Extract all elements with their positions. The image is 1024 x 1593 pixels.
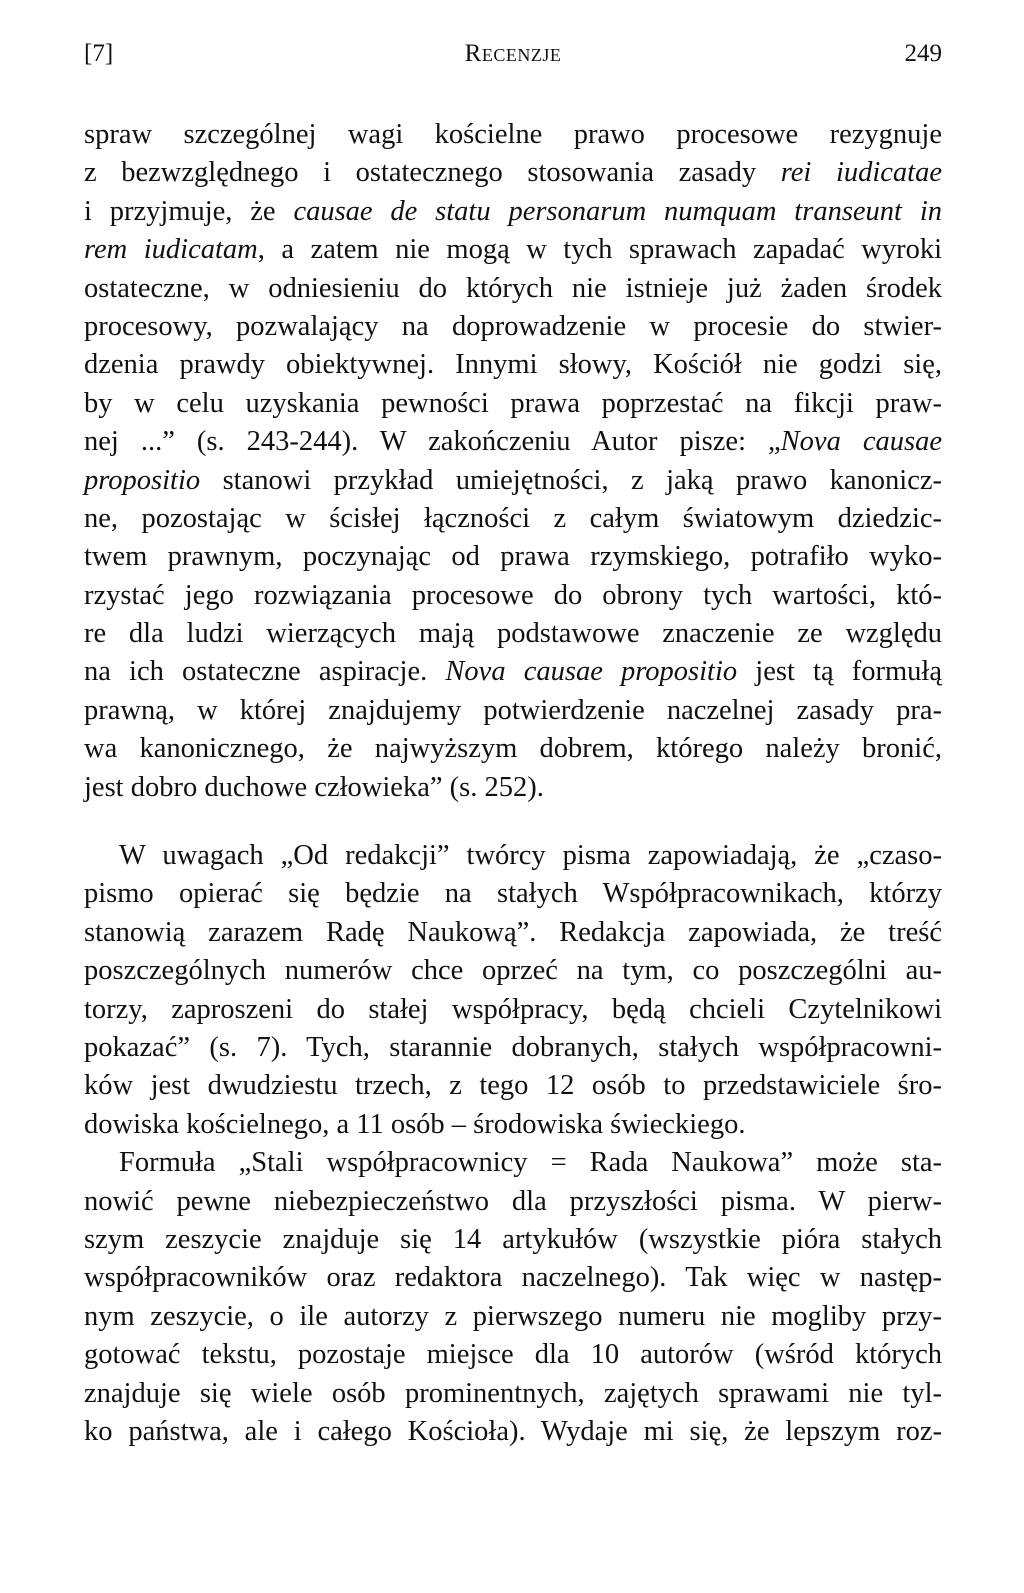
text-run: gotować tekstu, pozostaje miejsce dla 10 autorów (wśród których: [84, 1339, 942, 1371]
paragraph: [84, 116, 942, 807]
text-line: [84, 991, 942, 1029]
text-line: [84, 1106, 942, 1144]
text-run: procesowy, pozwalający na doprowadzenie w procesie do stwier-: [84, 310, 942, 342]
page-number: 249: [904, 40, 942, 67]
text-run: prawną, w której znajdujemy potwierdzenie naczelnej zasady pra-: [84, 694, 942, 726]
text-line: [84, 116, 942, 154]
text-line: [84, 1144, 942, 1182]
text-run: dzenia prawdy obiektywnej. Innymi słowy, Kościół nie godzi się,: [84, 349, 942, 381]
text-run: współpracowników oraz redaktora naczelnego). Tak więc w następ-: [84, 1262, 942, 1294]
text-run: wa kanonicznego, że najwyższym dobrem, którego należy bronić,: [84, 733, 942, 765]
text-line: [84, 346, 942, 384]
text-run: re dla ludzi wierzących mają podstawowe znaczenie ze względu: [84, 618, 942, 650]
text-run: pismo opierać się będzie na stałych Współpracownikach, którzy: [84, 878, 942, 910]
text-line: [84, 385, 942, 423]
text-line: [84, 1375, 942, 1413]
text-run: Formuła „Stali współpracownicy = Rada Naukowa” może sta-: [119, 1147, 942, 1179]
text-line: [84, 231, 942, 269]
text-run: torzy, zaproszeni do stałej współpracy, będą chcieli Czytelnikowi: [84, 993, 942, 1025]
italic-text: causae de statu personarum numquam transeunt in: [293, 195, 942, 227]
text-run: ków jest dwudziestu trzech, z tego 12 osób to przedstawiciele śro-: [84, 1070, 942, 1102]
text-run: ne, pozostając w ścisłej łączności z całym światowym dziedzic-: [84, 502, 942, 534]
italic-text: Nova causae propositio: [445, 656, 738, 688]
running-head: [84, 36, 942, 72]
text-line: [84, 914, 942, 952]
text-line: [84, 1259, 942, 1297]
text-line: [84, 308, 942, 346]
text-line: [84, 462, 942, 500]
text-run: pokazać” (s. 7). Tych, starannie dobranych, stałych współpracowni-: [84, 1031, 942, 1063]
text-run: ko państwa, ale i całego Kościoła). Wydaje mi się, że lepszym roz-: [84, 1415, 942, 1447]
text-line: [84, 423, 942, 461]
italic-text: rei iudicatae: [780, 157, 942, 189]
text-line: [84, 837, 942, 875]
text-line: [84, 615, 942, 653]
text-run: szym zeszycie znajduje się 14 artykułów (wszystkie pióra stałych: [84, 1223, 942, 1255]
text-run: na ich ostateczne aspiracje.: [84, 656, 446, 688]
text-line: [84, 154, 942, 192]
text-run: W uwagach „Od redakcji” twórcy pisma zapowiadają, że „czaso-: [119, 840, 942, 872]
paragraph-gap: [84, 807, 942, 837]
text-line: [84, 1067, 942, 1105]
text-run: twem prawnym, poczynając od prawa rzymskiego, potrafiło wyko-: [84, 541, 942, 573]
body-text: [84, 116, 942, 1451]
text-line: [84, 692, 942, 730]
text-run: nowić pewne niebezpieczeństwo dla przyszłości pisma. W pierw-: [84, 1185, 942, 1217]
text-run: , a zatem nie mogą w tych sprawach zapadać wyroki: [257, 234, 942, 266]
text-line: [84, 1029, 942, 1067]
section-number: [7]: [84, 40, 114, 67]
text-line: [84, 270, 942, 308]
text-run: ostateczne, w odniesieniu do których nie istnieje już żaden środek: [84, 272, 942, 304]
text-run: jest tą formułą: [737, 656, 942, 688]
text-run: spraw szczególnej wagi kościelne prawo procesowe rezygnuje: [84, 119, 942, 150]
italic-text: Nova causae: [780, 426, 942, 458]
italic-text: rem iudicatam: [84, 234, 258, 266]
text-line: [84, 538, 942, 576]
paragraph: [84, 1144, 942, 1451]
text-line: [84, 1183, 942, 1221]
text-line: [84, 500, 942, 538]
text-run: dowiska kościelnego, a 11 osób – środowiska świeckiego.: [84, 1108, 746, 1140]
text-run: znajduje się wiele osób prominentnych, zajętych sprawami nie tyl-: [84, 1377, 942, 1409]
text-line: [84, 1298, 942, 1336]
italic-text: propositio: [84, 464, 201, 496]
text-line: [84, 1336, 942, 1374]
text-run: nym zeszycie, o ile autorzy z pierwszego numeru nie mogliby przy-: [84, 1300, 942, 1332]
text-run: stanowi przykład umiejętności, z jaką prawo kanonicz-: [200, 464, 942, 496]
text-run: stanowią zarazem Radę Naukową”. Redakcja zapowiada, że treść: [84, 916, 942, 948]
text-run: nej ...” (s. 243-244). W zakończeniu Autor pisze: „: [84, 426, 781, 458]
text-run: i przyjmuje, że: [84, 195, 294, 227]
text-line: [84, 952, 942, 990]
text-run: jest dobro duchowe człowieka” (s. 252).: [84, 771, 544, 803]
text-line: [84, 1221, 942, 1259]
text-run: by w celu uzyskania pewności prawa poprzestać na fikcji praw-: [84, 387, 942, 419]
text-run: z bezwzględnego i ostatecznego stosowania zasady: [84, 157, 781, 189]
text-line: [84, 769, 942, 807]
text-line: [84, 193, 942, 231]
paragraph: [84, 837, 942, 1144]
section-title: Recenzje: [464, 40, 562, 67]
text-line: [84, 875, 942, 913]
text-line: [84, 577, 942, 615]
text-run: rzystać jego rozwiązania procesowe do obrony tych wartości, któ-: [84, 579, 942, 611]
text-run: poszczególnych numerów chce oprzeć na tym, co poszczególni au-: [84, 955, 942, 987]
text-line: [84, 730, 942, 768]
text-line: [84, 1413, 942, 1451]
text-line: [84, 653, 942, 691]
